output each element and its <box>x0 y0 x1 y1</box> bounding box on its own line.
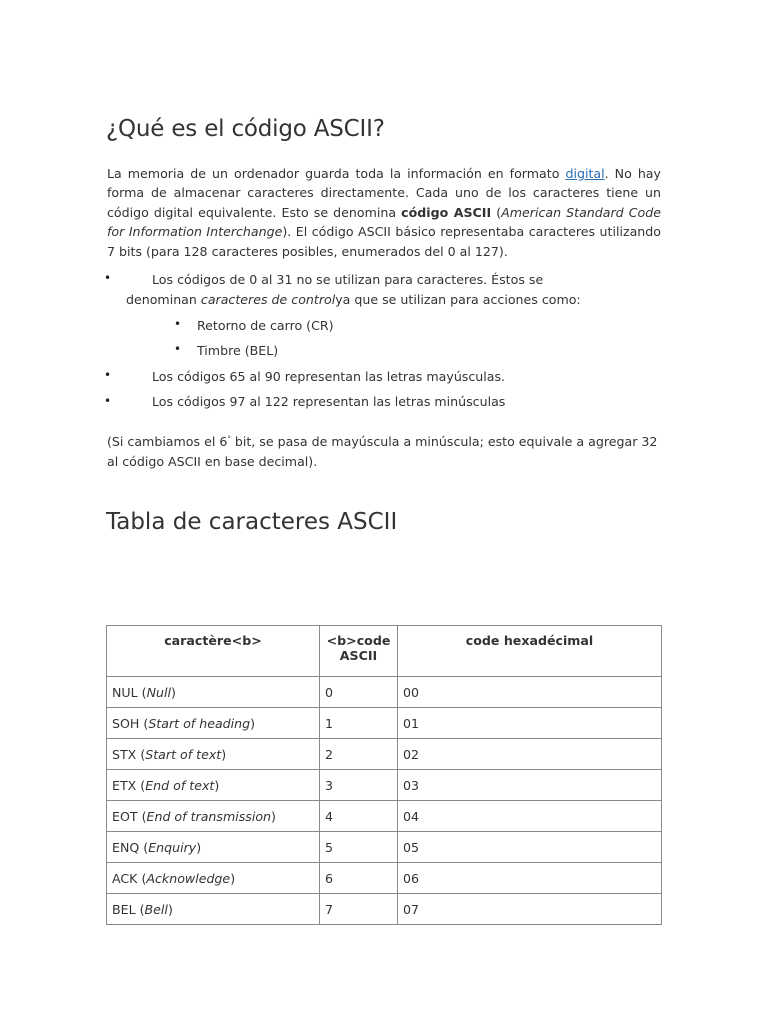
list-item-control-line2 <box>126 292 581 307</box>
table-row <box>107 677 662 708</box>
cell-code: 2 <box>320 739 398 770</box>
cell-character: SOH (Start of heading) <box>107 708 320 739</box>
intro-text-1: La memoria de un ordenador guarda toda la información en formato <box>107 166 566 181</box>
char-name: Start of heading <box>148 715 251 731</box>
char-name: Start of text <box>145 746 222 762</box>
char-abbr: ACK <box>112 870 138 886</box>
char-abbr: STX <box>112 746 137 762</box>
bit-note-paragraph <box>107 430 661 471</box>
char-abbr: SOH <box>112 715 140 731</box>
table-row <box>107 894 662 925</box>
table-header-row <box>107 626 662 677</box>
cell-code: 6 <box>320 863 398 894</box>
heading-what-is-ascii: ¿Qué es el código ASCII? <box>106 116 385 142</box>
table-row <box>107 801 662 832</box>
bit-note-text-2: bit, se pasa de mayúscula a minúscula; esto equivale a agregar 32 al código ASCII en base decimal). <box>107 434 658 469</box>
column-header-code: <b>code ASCII <box>320 626 398 677</box>
table-row <box>107 832 662 863</box>
sub-list-item-bel: Timbre (BEL) <box>197 343 279 358</box>
intro-text-2: . No hay forma de almacenar caracteres directamente. Cada uno de los caracteres tiene un código digital equivalente. Esto se denomina <box>107 166 661 220</box>
char-abbr: ETX <box>112 777 137 793</box>
list-item-lowercase: Los códigos 97 al 122 representan las letras minúsculas <box>152 394 506 409</box>
char-name: End of transmission <box>146 808 272 824</box>
cell-hex: 01 <box>398 708 662 739</box>
cell-code: 3 <box>320 770 398 801</box>
list-item-control-line1: Los códigos de 0 al 31 no se utilizan para caracteres. Éstos se <box>152 272 544 287</box>
char-name: End of text <box>145 777 215 793</box>
cell-character: NUL (Null) <box>107 677 320 708</box>
intro-bold-term: código ASCII <box>401 204 492 220</box>
intro-paragraph <box>107 164 661 261</box>
cell-hex: 07 <box>398 894 662 925</box>
list-bullet: • <box>104 394 112 408</box>
cell-character: ETX (End of text) <box>107 770 320 801</box>
intro-text-4: ). El código ASCII básico representaba caracteres utilizando 7 bits (para 128 caracteres posibles, enumerados del 0 al 127). <box>107 224 661 259</box>
char-name: Bell <box>144 901 168 917</box>
char-name: Acknowledge <box>146 870 231 886</box>
cell-hex: 03 <box>398 770 662 801</box>
cell-hex: 00 <box>398 677 662 708</box>
sub-list-bullet: • <box>174 342 182 356</box>
char-abbr: BEL <box>112 901 136 917</box>
cell-character: STX (Start of text) <box>107 739 320 770</box>
char-abbr: ENQ <box>112 839 140 855</box>
cell-character: ENQ (Enquiry) <box>107 832 320 863</box>
char-abbr: NUL <box>112 684 138 700</box>
cell-code: 4 <box>320 801 398 832</box>
table-row <box>107 863 662 894</box>
table-row <box>107 739 662 770</box>
cell-hex: 02 <box>398 739 662 770</box>
control-text-b: ya que se utilizan para acciones como: <box>335 292 581 307</box>
table-row <box>107 770 662 801</box>
cell-hex: 06 <box>398 863 662 894</box>
control-text-a: denominan <box>126 292 201 307</box>
cell-character: BEL (Bell) <box>107 894 320 925</box>
column-header-hex: code hexadécimal <box>398 626 662 677</box>
list-item-uppercase: Los códigos 65 al 90 representan las letras mayúsculas. <box>152 369 506 384</box>
cell-code: 0 <box>320 677 398 708</box>
char-name: Enquiry <box>148 839 197 855</box>
cell-character: ACK (Acknowledge) <box>107 863 320 894</box>
sub-list-item-cr: Retorno de carro (CR) <box>197 318 334 333</box>
ascii-table <box>106 625 662 925</box>
list-bullet: • <box>104 271 112 285</box>
column-header-character: caractère<b> <box>107 626 320 677</box>
cell-code: 1 <box>320 708 398 739</box>
bit-note-text-1: (Si cambiamos el 6 <box>107 434 228 450</box>
cell-character: EOT (End of transmission) <box>107 801 320 832</box>
cell-code: 7 <box>320 894 398 925</box>
char-name: Null <box>146 684 171 700</box>
char-abbr: EOT <box>112 808 138 824</box>
intro-italic-term: American Standard Code for Information Interchange <box>107 204 661 240</box>
control-italic: caracteres de control <box>200 292 336 307</box>
digital-link[interactable]: digital <box>565 166 605 181</box>
cell-code: 5 <box>320 832 398 863</box>
bit-note-sup: ° <box>227 435 231 443</box>
heading-ascii-table: Tabla de caracteres ASCII <box>106 509 398 535</box>
list-bullet: • <box>104 368 112 382</box>
cell-hex: 05 <box>398 832 662 863</box>
intro-text-3: ( <box>491 204 502 220</box>
table-row <box>107 708 662 739</box>
cell-hex: 04 <box>398 801 662 832</box>
sub-list-bullet: • <box>174 317 182 331</box>
